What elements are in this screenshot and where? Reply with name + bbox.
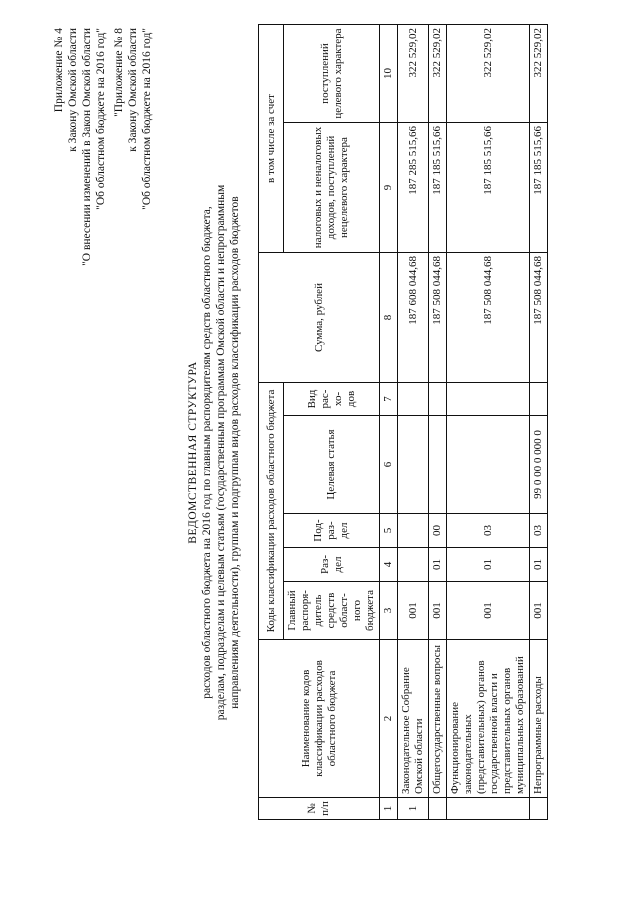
header-manager: Главный распоря-дитель средств област-ного бюджета (284, 582, 380, 640)
column-number: 10 (380, 25, 398, 123)
cell-target (447, 416, 530, 514)
column-number: 9 (380, 123, 398, 253)
appendix-4-line4: "Об областном бюджете на 2016 год" (95, 28, 107, 210)
column-number: 4 (380, 548, 398, 582)
cell-section: 01 (447, 548, 530, 582)
cell-targeted: 322 529,02 (447, 25, 530, 123)
header-including: в том числе за счет (259, 25, 284, 253)
table-row (447, 25, 530, 820)
cell-subsection: 00 (429, 514, 447, 548)
cell-subsection: 03 (447, 514, 530, 548)
table-row (398, 25, 429, 820)
cell-subsection: 03 (530, 514, 548, 548)
appendix-8-line1: "Приложение № 8 (113, 28, 125, 117)
cell-expense-type (530, 383, 548, 416)
cell-target: 99 0 00 0 000 0 (530, 416, 548, 514)
title-line2: разделам, подразделам и целевым статьям (государственным программам Омской области и непрограммным (215, 184, 227, 721)
header-target: Целевая статья (284, 416, 380, 514)
cell-manager: 001 (429, 582, 447, 640)
cell-num (530, 798, 548, 820)
cell-num (447, 798, 530, 820)
cell-num: 1 (398, 798, 429, 820)
cell-targeted: 322 529,02 (398, 25, 429, 123)
column-number: 5 (380, 514, 398, 548)
cell-name: Непрограммные расходы (530, 640, 548, 798)
header-name: Наименование кодов классификации расходов областного бюджета (259, 640, 380, 798)
column-number-row (380, 25, 398, 820)
appendix-4-line2: к Закону Омской области (67, 28, 79, 152)
appendix-4-header (52, 28, 108, 266)
cell-manager: 001 (398, 582, 429, 640)
cell-expense-type (447, 383, 530, 416)
appendix-4-line3: "О внесении изменений в Закон Омской области (81, 28, 93, 266)
cell-sum: 187 508 044,68 (429, 253, 447, 383)
column-number: 3 (380, 582, 398, 640)
cell-manager: 001 (530, 582, 548, 640)
cell-targeted: 322 529,02 (429, 25, 447, 123)
title-line3: направлениям деятельности), группам и подгруппам видов расходов классификации расходов бюджетов (229, 196, 241, 709)
cell-tax: 187 185 515,66 (530, 123, 548, 253)
cell-subsection (398, 514, 429, 548)
appendix-4-line1: Приложение № 4 (53, 28, 65, 113)
appendix-8-line3: "Об областном бюджете на 2016 год" (141, 28, 153, 210)
header-tax-revenue: налоговых и неналоговых доходов, поступлений нецелевого характера (284, 123, 380, 253)
cell-target (429, 416, 447, 514)
column-number: 7 (380, 383, 398, 416)
cell-expense-type (429, 383, 447, 416)
header-sum: Сумма, рублей (259, 253, 380, 383)
cell-name: Общегосударственные вопросы (429, 640, 447, 798)
cell-section: 01 (530, 548, 548, 582)
cell-target (398, 416, 429, 514)
appendix-8-header (112, 28, 154, 210)
cell-sum: 187 508 044,68 (530, 253, 548, 383)
document-title (186, 20, 242, 885)
cell-tax: 187 185 515,66 (429, 123, 447, 253)
cell-num (429, 798, 447, 820)
cell-name: Законодательное Собрание Омской области (398, 640, 429, 798)
cell-sum: 187 608 044,68 (398, 253, 429, 383)
cell-name: Функционирование законодательных (представительных) органов государственной власти и представительных органов муниципальных образований (447, 640, 530, 798)
title-main: ВЕДОМСТВЕННАЯ СТРУКТУРА (187, 361, 199, 544)
column-number: 1 (380, 798, 398, 820)
appendix-8-line2: к Закону Омской области (127, 28, 139, 152)
column-number: 2 (380, 640, 398, 798)
cell-manager: 001 (447, 582, 530, 640)
cell-section: 01 (429, 548, 447, 582)
column-number: 6 (380, 416, 398, 514)
table-row (429, 25, 447, 820)
header-expense-type: Вид рас-хо-дов (284, 383, 380, 416)
header-targeted-revenue: поступлений целевого характера (284, 25, 380, 123)
budget-structure-table (258, 24, 548, 820)
header-num: № п/п (259, 798, 380, 820)
header-section: Раз-дел (284, 548, 380, 582)
cell-expense-type (398, 383, 429, 416)
cell-sum: 187 508 044,68 (447, 253, 530, 383)
column-number: 8 (380, 253, 398, 383)
header-subsection: Под-раз-дел (284, 514, 380, 548)
header-codes-group: Коды классификации расходов областного бюджета (259, 383, 284, 640)
title-line1: расходов областного бюджета на 2016 год по главным распорядителям средств областного бюджета, (201, 206, 213, 699)
cell-section (398, 548, 429, 582)
cell-tax: 187 285 515,66 (398, 123, 429, 253)
table-row (530, 25, 548, 820)
cell-tax: 187 185 515,66 (447, 123, 530, 253)
cell-targeted: 322 529,02 (530, 25, 548, 123)
